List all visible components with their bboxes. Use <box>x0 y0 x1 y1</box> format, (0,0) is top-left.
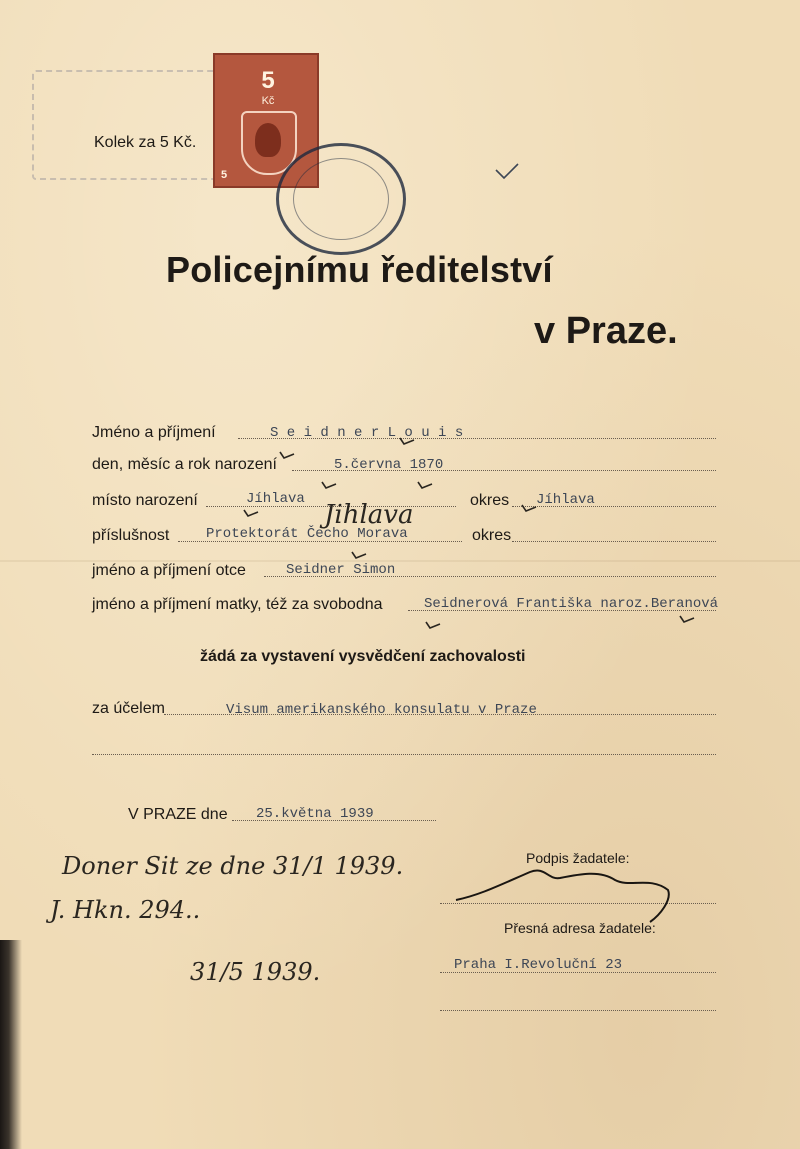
mother-label: jméno a příjmení matky, též za svobodna <box>92 596 383 613</box>
birth-date-value: 5.června 1870 <box>334 457 444 473</box>
check-mark-8 <box>426 622 440 628</box>
revenue-stamp-unit: Kč <box>261 95 275 107</box>
check-mark-5 <box>244 510 258 516</box>
date-place-label: V PRAZE dne <box>128 806 228 823</box>
handwritten-note-3: 31/5 1939. <box>190 958 321 986</box>
signature-label: Podpis žadatele: <box>526 850 630 866</box>
father-label: jméno a příjmení otce <box>92 562 246 579</box>
revenue-stamp-label: Kolek za 5 Kč. <box>94 134 197 151</box>
handwritten-note-2: J. Hkn. 294.. <box>50 896 201 924</box>
name-label: Jméno a příjmení <box>92 424 216 441</box>
father-value: Seidner Simon <box>286 562 396 578</box>
district-value: Jíhlava <box>536 492 595 508</box>
check-mark-1 <box>280 452 294 458</box>
check-mark-7 <box>352 552 366 558</box>
addressee-city: v Praze. <box>534 310 678 352</box>
applicant-signature <box>456 870 669 922</box>
check-mark-3 <box>322 482 336 488</box>
affiliation-district-label: okres <box>472 527 512 544</box>
address-label: Přesná adresa žadatele: <box>504 920 656 936</box>
request-heading: žádá za vystavení vysvědčení zachovalosti <box>200 648 526 665</box>
purpose-value: Visum amerikanského konsulatu v Praze <box>226 702 537 718</box>
address-value: Praha I.Revoluční 23 <box>454 957 623 973</box>
birthplace-label: místo narození <box>92 492 198 509</box>
affiliation-label: příslušnost <box>92 527 170 544</box>
check-mark-4 <box>418 482 432 488</box>
revenue-stamp-corner: 5 <box>221 169 228 181</box>
mother-value: Seidnerová Františka naroz.Beranová <box>424 596 719 612</box>
check-mark-6 <box>522 505 536 511</box>
name-value: S e i d n e r L o u i s <box>270 425 464 441</box>
affiliation-handwritten: Jihlava <box>324 500 414 530</box>
revenue-stamp-value: 5 <box>261 67 275 94</box>
check-mark-2 <box>400 438 414 444</box>
affiliation-value: Protektorát Čecho Morava <box>206 526 408 542</box>
handwritten-note-1: Doner Sit ze dne 31/1 1939. <box>62 852 404 880</box>
check-mark-9 <box>680 616 694 622</box>
district-label: okres <box>470 492 510 509</box>
purpose-label: za účelem <box>92 700 165 717</box>
stamp-tick <box>496 164 518 178</box>
date-value: 25.května 1939 <box>256 806 374 822</box>
addressee-title: Policejnímu ředitelství <box>166 249 553 290</box>
birthplace-value: Jíhlava <box>246 491 305 507</box>
birth-date-label: den, měsíc a rok narození <box>92 456 277 473</box>
